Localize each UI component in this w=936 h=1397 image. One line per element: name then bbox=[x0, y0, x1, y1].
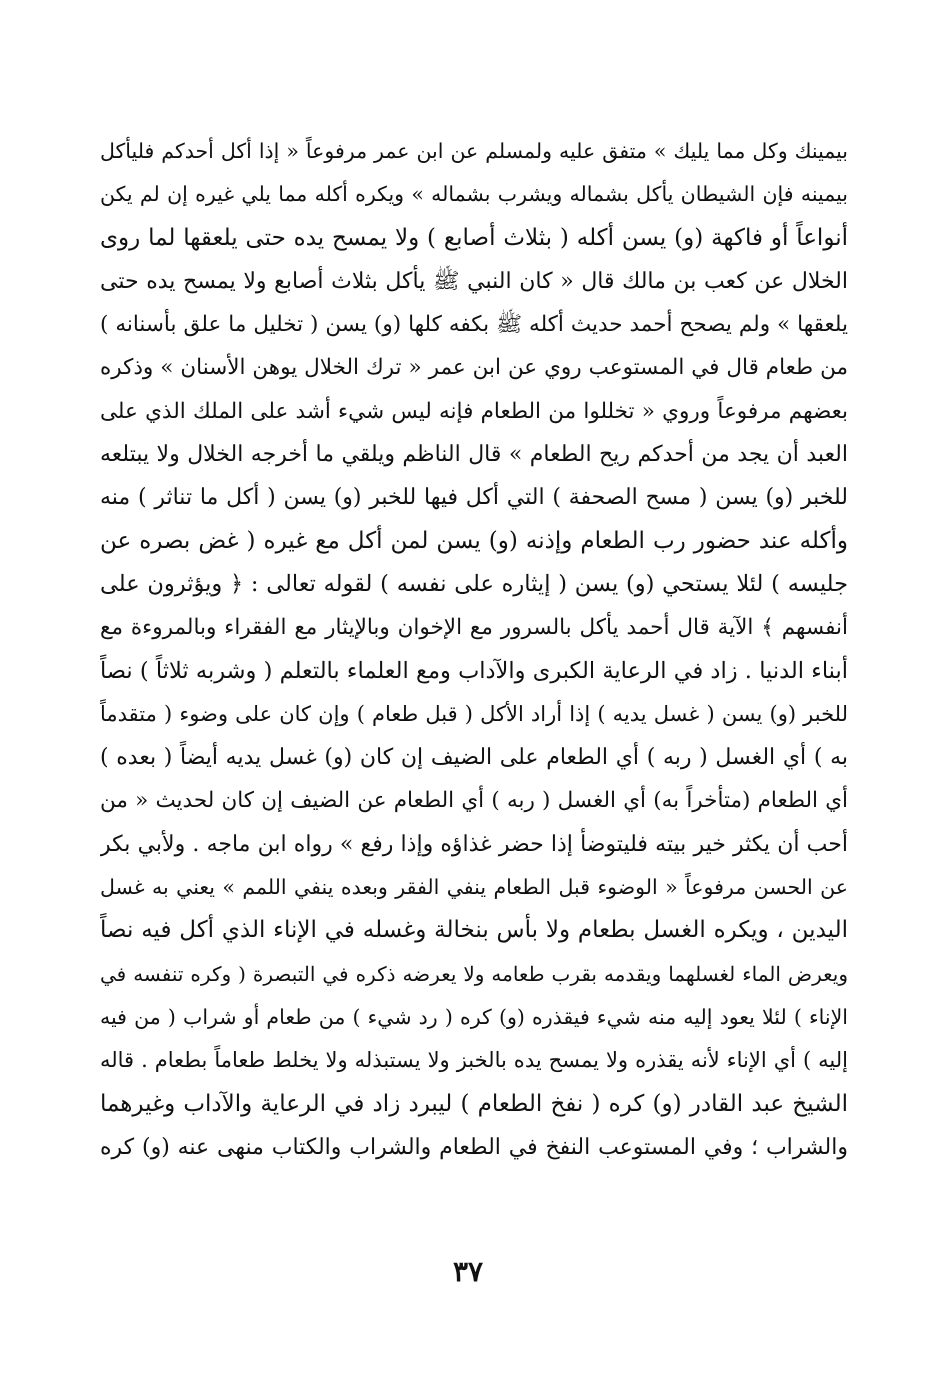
body-text bbox=[100, 130, 848, 1169]
text-line: عن الحسن مرفوعاً « الوضوء قبل الطعام ينفي الفقر وبعده ينفي اللمم » يعني به غسل bbox=[100, 875, 848, 900]
text-line: الإناء ) لئلا يعود إليه منه شيء فيقذره (و) كره ( رد شيء ) من طعام أو شراب ( من فيه bbox=[100, 1004, 848, 1029]
text-line: اليدين ، ويكره الغسل بطعام ولا بأس بنخالة وغسله في الإناء الذي أكل فيه نصاً bbox=[100, 917, 848, 944]
text-line: والشراب ؛ وفي المستوعب النفخ في الطعام والشراب والكتاب منهى عنه (و) كره bbox=[100, 1134, 848, 1160]
text-line: بعضهم مرفوعاً وروي « تخللوا من الطعام فإنه ليس شيء أشد على الملك الذي على bbox=[100, 398, 848, 424]
text-line: ويعرض الماء لغسلهما ويقدمه بقرب طعامه ولا يعرضه ذكره في التبصرة ( وكره تنفسه في bbox=[100, 961, 848, 986]
text-line: العبد أن يجد من أحدكم ريح الطعام » قال الناظم ويلقي ما أخرجه الخلال ولا يبتلعه bbox=[100, 442, 848, 468]
text-line: إليه ) أي الإناء لأنه يقذره ولا يمسح يده بالخبز ولا يستبذله ولا يخلط طعاماً بطعام . قاله bbox=[100, 1048, 848, 1073]
text-line: من طعام قال في المستوعب روي عن ابن عمر « ترك الخلال يوهن الأسنان » وذكره bbox=[100, 355, 848, 381]
text-line: أنفسهم ﴾ الآية قال أحمد يأكل بالسرور مع الإخوان وبالإيثار مع الفقراء وبالمروءة مع bbox=[100, 615, 848, 641]
text-line: وأكله عند حضور رب الطعام وإذنه (و) يسن لمن أكل مع غيره ( غض بصره عن bbox=[100, 527, 848, 554]
text-line: للخبر (و) يسن ( مسح الصحفة ) التي أكل فيها للخبر (و) يسن ( أكل ما تناثر ) منه bbox=[100, 485, 848, 511]
text-line: أي الطعام (متأخراً به) أي الغسل ( ربه ) أي الطعام عن الضيف إن كان لحديث « من bbox=[100, 788, 848, 814]
text-line: يلعقها » ولم يصحح أحمد حديث أكله ﷺ بكفه كلها (و) يسن ( تخليل ما علق بأسنانه ) bbox=[100, 312, 848, 338]
text-line: به ) أي الغسل ( ربه ) أي الطعام على الضيف إن كان (و) غسل يديه أيضاً ( بعده ) bbox=[100, 745, 848, 771]
text-line: الخلال عن كعب بن مالك قال « كان النبي ﷺ يأكل بثلاث أصابع ولا يمسح يده حتى bbox=[100, 268, 848, 294]
text-line: الشيخ عبد القادر (و) كره ( نفخ الطعام ) ليبرد زاد في الرعاية والآداب وغيرهما bbox=[100, 1090, 848, 1117]
text-line: أبناء الدنيا . زاد في الرعاية الكبرى والآداب ومع العلماء بالتعلم ( وشربه ثلاثاً ) نصاً bbox=[100, 657, 848, 684]
text-line: بيمينه فإن الشيطان يأكل بشماله ويشرب بشماله » ويكره أكله مما يلي غيره إن لم يكن bbox=[100, 182, 848, 207]
text-line: للخبر (و) يسن ( غسل يديه ) إذا أراد الأكل ( قبل طعام ) وإن كان على وضوء ( متقدماً bbox=[100, 701, 848, 726]
text-line: أنواعاً أو فاكهة (و) يسن أكله ( بثلاث أصابع ) ولا يمسح يده حتى يلعقها لما روى bbox=[100, 224, 848, 251]
text-line: جليسه ) لئلا يستحي (و) يسن ( إيثاره على نفسه ) لقوله تعالى : ﴿ ويؤثرون على bbox=[100, 570, 848, 597]
text-line: أحب أن يكثر خير بيته فليتوضأ إذا حضر غذاؤه وإذا رفع » رواه ابن ماجه . ولأبي بكر bbox=[100, 831, 848, 857]
page-number: ٣٧ bbox=[452, 1255, 484, 1288]
text-line: بيمينك وكل مما يليك » متفق عليه ولمسلم عن ابن عمر مرفوعاً « إذا أكل أحدكم فليأكل bbox=[100, 139, 848, 163]
